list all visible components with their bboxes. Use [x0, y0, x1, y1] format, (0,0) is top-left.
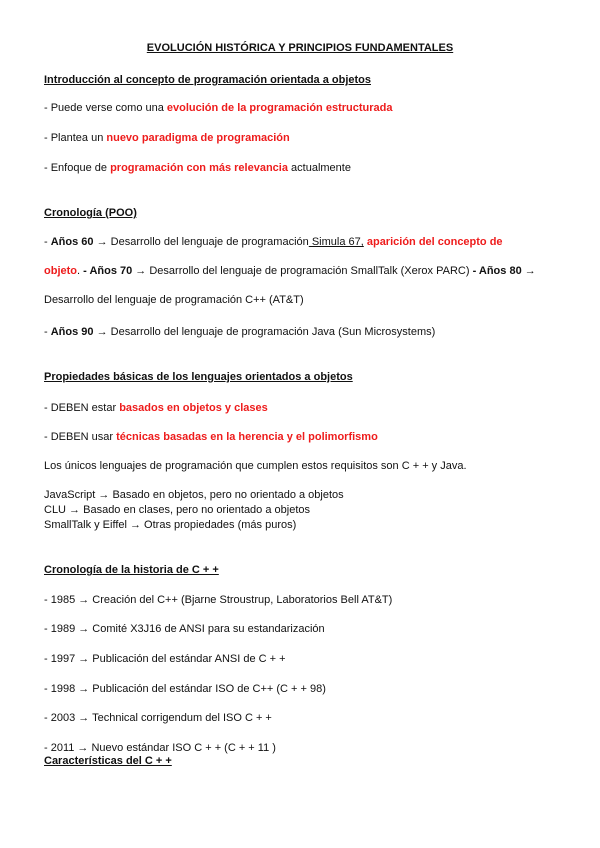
intro-item-text: - Puede verse como una [44, 102, 167, 114]
props-note: SmallTalk y Eiffel → Otras propiedades (más puros) [44, 519, 297, 531]
props-item-text: - DEBEN usar [44, 431, 117, 443]
crono-cpp-item: - 1989 → Comité X3J16 de ANSI para su estandarización [44, 623, 325, 635]
intro-item-highlight: evolución de la programación estructurada [166, 102, 393, 114]
crono-poo-line-4 [44, 325, 435, 339]
dash: - [472, 265, 479, 277]
dot: . [77, 265, 84, 277]
dash: - [44, 236, 51, 248]
crono-poo-heading: Cronología (POO) [44, 207, 137, 219]
decade-label: Años 60 [50, 236, 94, 248]
props-summary: Los únicos lenguajes de programación que cumplen estos requisitos son C + + y Java. [44, 460, 467, 472]
highlight-text: objeto [44, 265, 77, 277]
arrow: → [521, 265, 536, 277]
crono-cpp-item: - 1985 → Creación del C++ (Bjarne Stroustrup, Laboratorios Bell AT&T) [44, 594, 393, 606]
crono-cpp-item: - 2011 → Nuevo estándar ISO C + + (C + + 11 ) [44, 742, 276, 754]
intro-item-text: - Plantea un [44, 132, 107, 144]
props-note: CLU → Basado en clases, pero no orientado a objetos [44, 504, 310, 516]
intro-item-highlight: nuevo paradigma de programación [106, 132, 290, 144]
intro-item-highlight: programación con más relevancia [110, 162, 288, 174]
props-item-text: - DEBEN estar [44, 402, 120, 414]
decade-label: Años 90 [50, 326, 94, 338]
decade-label: Años 80 [478, 265, 522, 277]
intro-item [44, 101, 392, 115]
intro-item [44, 161, 351, 175]
crono-poo-line-2 [44, 264, 536, 278]
crono-cpp-item: - 1997 → Publicación del estándar ANSI de C + + [44, 653, 286, 665]
crono-cpp-item: - 2003 → Technical corrigendum del ISO C + + [44, 712, 272, 724]
caract-heading: Características del C + + [44, 755, 172, 767]
props-heading: Propiedades básicas de los lenguajes orientados a objetos [44, 371, 353, 383]
intro-item-text-end: actualmente [287, 162, 351, 174]
props-item [44, 430, 378, 444]
crono-cpp-heading: Cronología de la historia de C + + [44, 564, 219, 576]
intro-item-text: - Enfoque de [44, 162, 111, 174]
page-title: EVOLUCIÓN HISTÓRICA Y PRINCIPIOS FUNDAMENTALES [146, 42, 454, 54]
crono-poo-line-3: Desarrollo del lenguaje de programación C++ (AT&T) [44, 294, 304, 306]
intro-heading: Introducción al concepto de programación orientada a objetos [44, 74, 371, 86]
crono-cpp-item: - 1998 → Publicación del estándar ISO de C++ (C + + 98) [44, 683, 326, 695]
intro-item [44, 131, 290, 145]
decade-label: Años 70 [89, 265, 133, 277]
dash: - [44, 326, 51, 338]
props-item-highlight: basados en objetos y clases [119, 402, 268, 414]
decade-text: → Desarrollo del lenguaje de programación SmallTalk (Xerox PARC) [132, 265, 473, 277]
crono-poo-line-1 [44, 235, 503, 249]
decade-text: → Desarrollo del lenguaje de programación Java (Sun Microsystems) [93, 326, 436, 338]
dash: - [83, 265, 90, 277]
props-note: JavaScript → Basado en objetos, pero no orientado a objetos [44, 489, 344, 501]
decade-text: → Desarrollo del lenguaje de programación [93, 236, 309, 248]
props-item-highlight: técnicas basadas en la herencia y el polimorfismo [116, 431, 378, 443]
highlight-text: aparición del concepto de [363, 236, 503, 248]
simula-link-text: Simula 67, [308, 236, 364, 248]
props-item [44, 401, 268, 415]
